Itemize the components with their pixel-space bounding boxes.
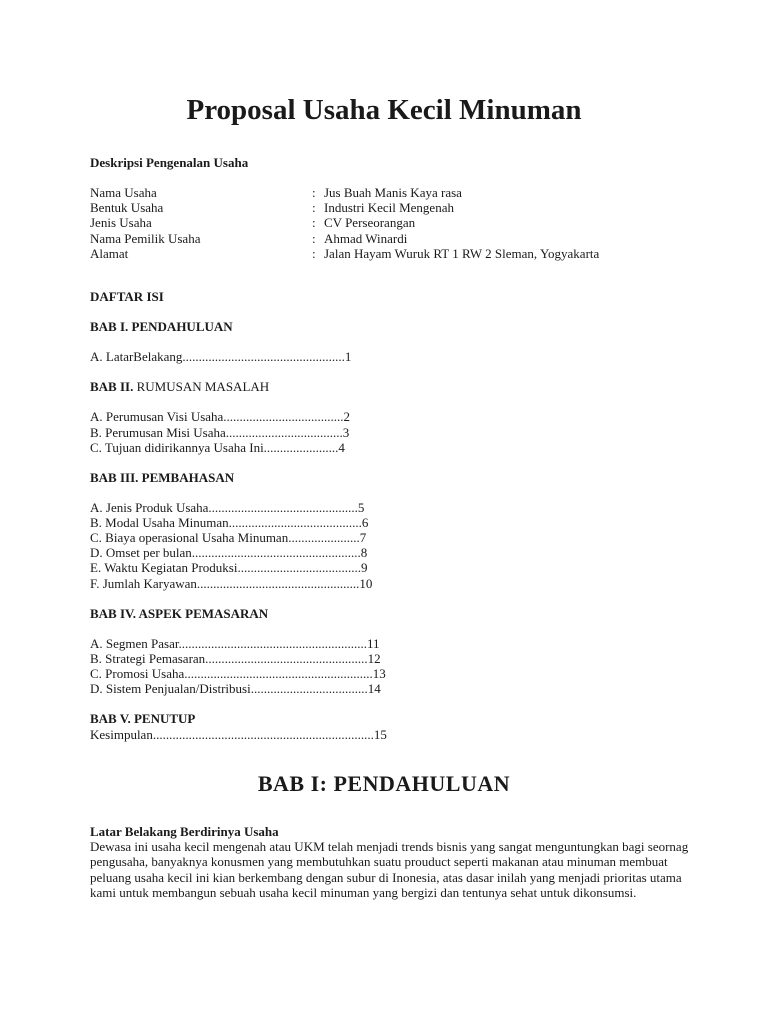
bab1-heading: BAB I. PENDAHULUAN	[90, 319, 233, 334]
toc-entry: C. Tujuan didirikannya Usaha Ini.......................4	[90, 440, 345, 455]
toc-entry: B. Strategi Pemasaran..................................................12	[90, 651, 381, 666]
info-colon: :	[312, 231, 316, 246]
info-label: Bentuk Usaha	[90, 200, 164, 215]
bab2-heading	[90, 379, 269, 395]
info-value: Jalan Hayam Wuruk RT 1 RW 2 Sleman, Yogyakarta	[324, 246, 600, 261]
toc-entry: A. Perumusan Visi Usaha.....................................2	[90, 409, 351, 424]
toc-entry: Kesimpulan....................................................................15	[90, 727, 387, 742]
info-label: Nama Pemilik Usaha	[90, 231, 201, 246]
bab2-heading-bold: BAB II.	[90, 379, 134, 394]
toc-entry: C. Promosi Usaha..........................................................13	[90, 666, 386, 681]
toc-entry: A. Jenis Produk Usaha..............................................5	[90, 500, 365, 515]
info-colon: :	[312, 185, 316, 200]
toc-entry: B. Perumusan Misi Usaha....................................3	[90, 425, 350, 440]
bab4-heading: BAB IV. ASPEK PEMASARAN	[90, 606, 269, 621]
toc-entry: A. Segmen Pasar..........................................................11	[90, 636, 380, 651]
latar-paragraph: Dewasa ini usaha kecil mengenah atau UKM telah menjadi trends bisnis yang sangat menguntungkan bagi seornag pengusaha, banyaknya konusmen yang membutuhkan suatu prouduct seperti makanan atau minuman membuat peluang usaha kecil ini kian berkembang dengan subur di Inonesia, atas dasar inilah yang menjadi prioritas utama kami untuk membangun sebuah usaha kecil minuman yang bergizi dan tentunya sehat untuk dikonsumsi.	[90, 839, 689, 901]
deskripsi-heading: Deskripsi Pengenalan Usaha	[90, 155, 249, 170]
info-colon: :	[312, 200, 316, 215]
latar-heading: Latar Belakang Berdirinya Usaha	[90, 824, 279, 839]
info-colon: :	[312, 246, 316, 261]
toc-entry: F. Jumlah Karyawan..................................................10	[90, 576, 373, 591]
document-title: Proposal Usaha Kecil Minuman	[186, 94, 582, 126]
toc-entry: D. Sistem Penjualan/Distribusi....................................14	[90, 681, 381, 696]
toc-entry: C. Biaya operasional Usaha Minuman......................7	[90, 530, 367, 545]
toc-entry: D. Omset per bulan....................................................8	[90, 545, 368, 560]
info-colon: :	[312, 215, 316, 230]
bab5-heading: BAB V. PENUTUP	[90, 711, 196, 726]
toc-entry: B. Modal Usaha Minuman.........................................6	[90, 515, 369, 530]
bab3-heading: BAB III. PEMBAHASAN	[90, 470, 235, 485]
info-value: CV Perseorangan	[324, 215, 416, 230]
daftar-isi-heading: DAFTAR ISI	[90, 289, 164, 304]
info-label: Alamat	[90, 246, 129, 261]
info-value: Ahmad Winardi	[324, 231, 408, 246]
bab2-heading-rest: RUMUSAN MASALAH	[133, 379, 270, 394]
info-label: Nama Usaha	[90, 185, 157, 200]
info-label: Jenis Usaha	[90, 215, 152, 230]
toc-entry: E. Waktu Kegiatan Produksi......................................9	[90, 560, 368, 575]
chapter-heading: BAB I: PENDAHULUAN	[257, 771, 511, 796]
info-value: Jus Buah Manis Kaya rasa	[324, 185, 462, 200]
info-value: Industri Kecil Mengenah	[324, 200, 454, 215]
toc-entry: A. LatarBelakang..................................................1	[90, 349, 352, 364]
